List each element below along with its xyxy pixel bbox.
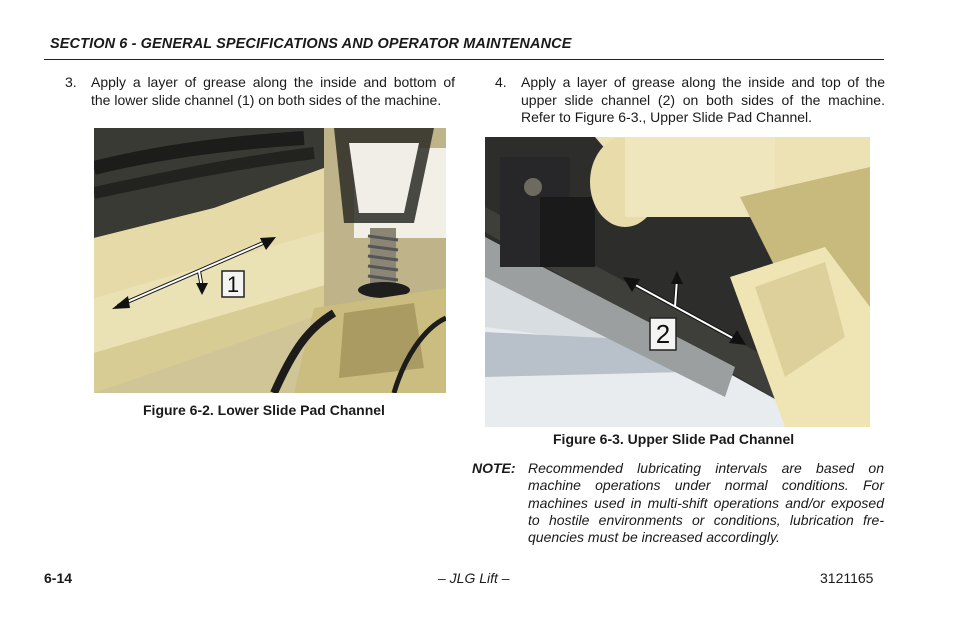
footer-publisher: – JLG Lift –	[438, 570, 510, 586]
step-3	[65, 74, 455, 114]
step-number: 4.	[495, 74, 507, 90]
section-header: SECTION 6 - GENERAL SPECIFICATIONS AND OPERATOR MAINTENANCE	[50, 36, 572, 52]
document-number: 3121165	[820, 570, 874, 586]
page-number: 6-14	[44, 570, 73, 586]
note-line: quencies must be increased accordingly.	[528, 529, 780, 546]
note-label: NOTE:	[472, 460, 516, 476]
note-line: machines used in multi-shift operations and/or exposed	[528, 494, 884, 511]
figure-6-3-caption: Figure 6-3. Upper Slide Pad Channel	[553, 431, 795, 447]
step-4	[495, 74, 885, 130]
step-line: Apply a layer of grease along the inside and top of the	[521, 74, 885, 90]
step-text	[521, 74, 885, 127]
note-body	[528, 460, 884, 546]
step-line: upper slide channel (2) on both sides of the machine.	[521, 91, 885, 108]
callout-1: 1	[226, 272, 240, 297]
lower-slide-channel-photo	[94, 128, 446, 393]
step-number: 3.	[65, 74, 77, 90]
step-line: Apply a layer of grease along the inside and bottom of	[91, 74, 455, 90]
note-line: Recommended lubricating intervals are based on	[528, 460, 884, 476]
upper-slide-channel-photo	[485, 137, 870, 427]
step-text	[91, 74, 455, 109]
step-line: Refer to Figure 6-3., Upper Slide Pad Channel.	[521, 109, 813, 125]
step-line: the lower slide channel (1) on both sides of the machine.	[91, 91, 442, 108]
note-line: machine operations under normal conditions. For	[528, 477, 884, 494]
note-line: to hostile environments or conditions, lubrication fre-	[528, 511, 884, 528]
header-divider	[44, 59, 884, 60]
callout-2: 2	[655, 319, 671, 349]
figure-6-2-caption: Figure 6-2. Lower Slide Pad Channel	[143, 402, 385, 418]
